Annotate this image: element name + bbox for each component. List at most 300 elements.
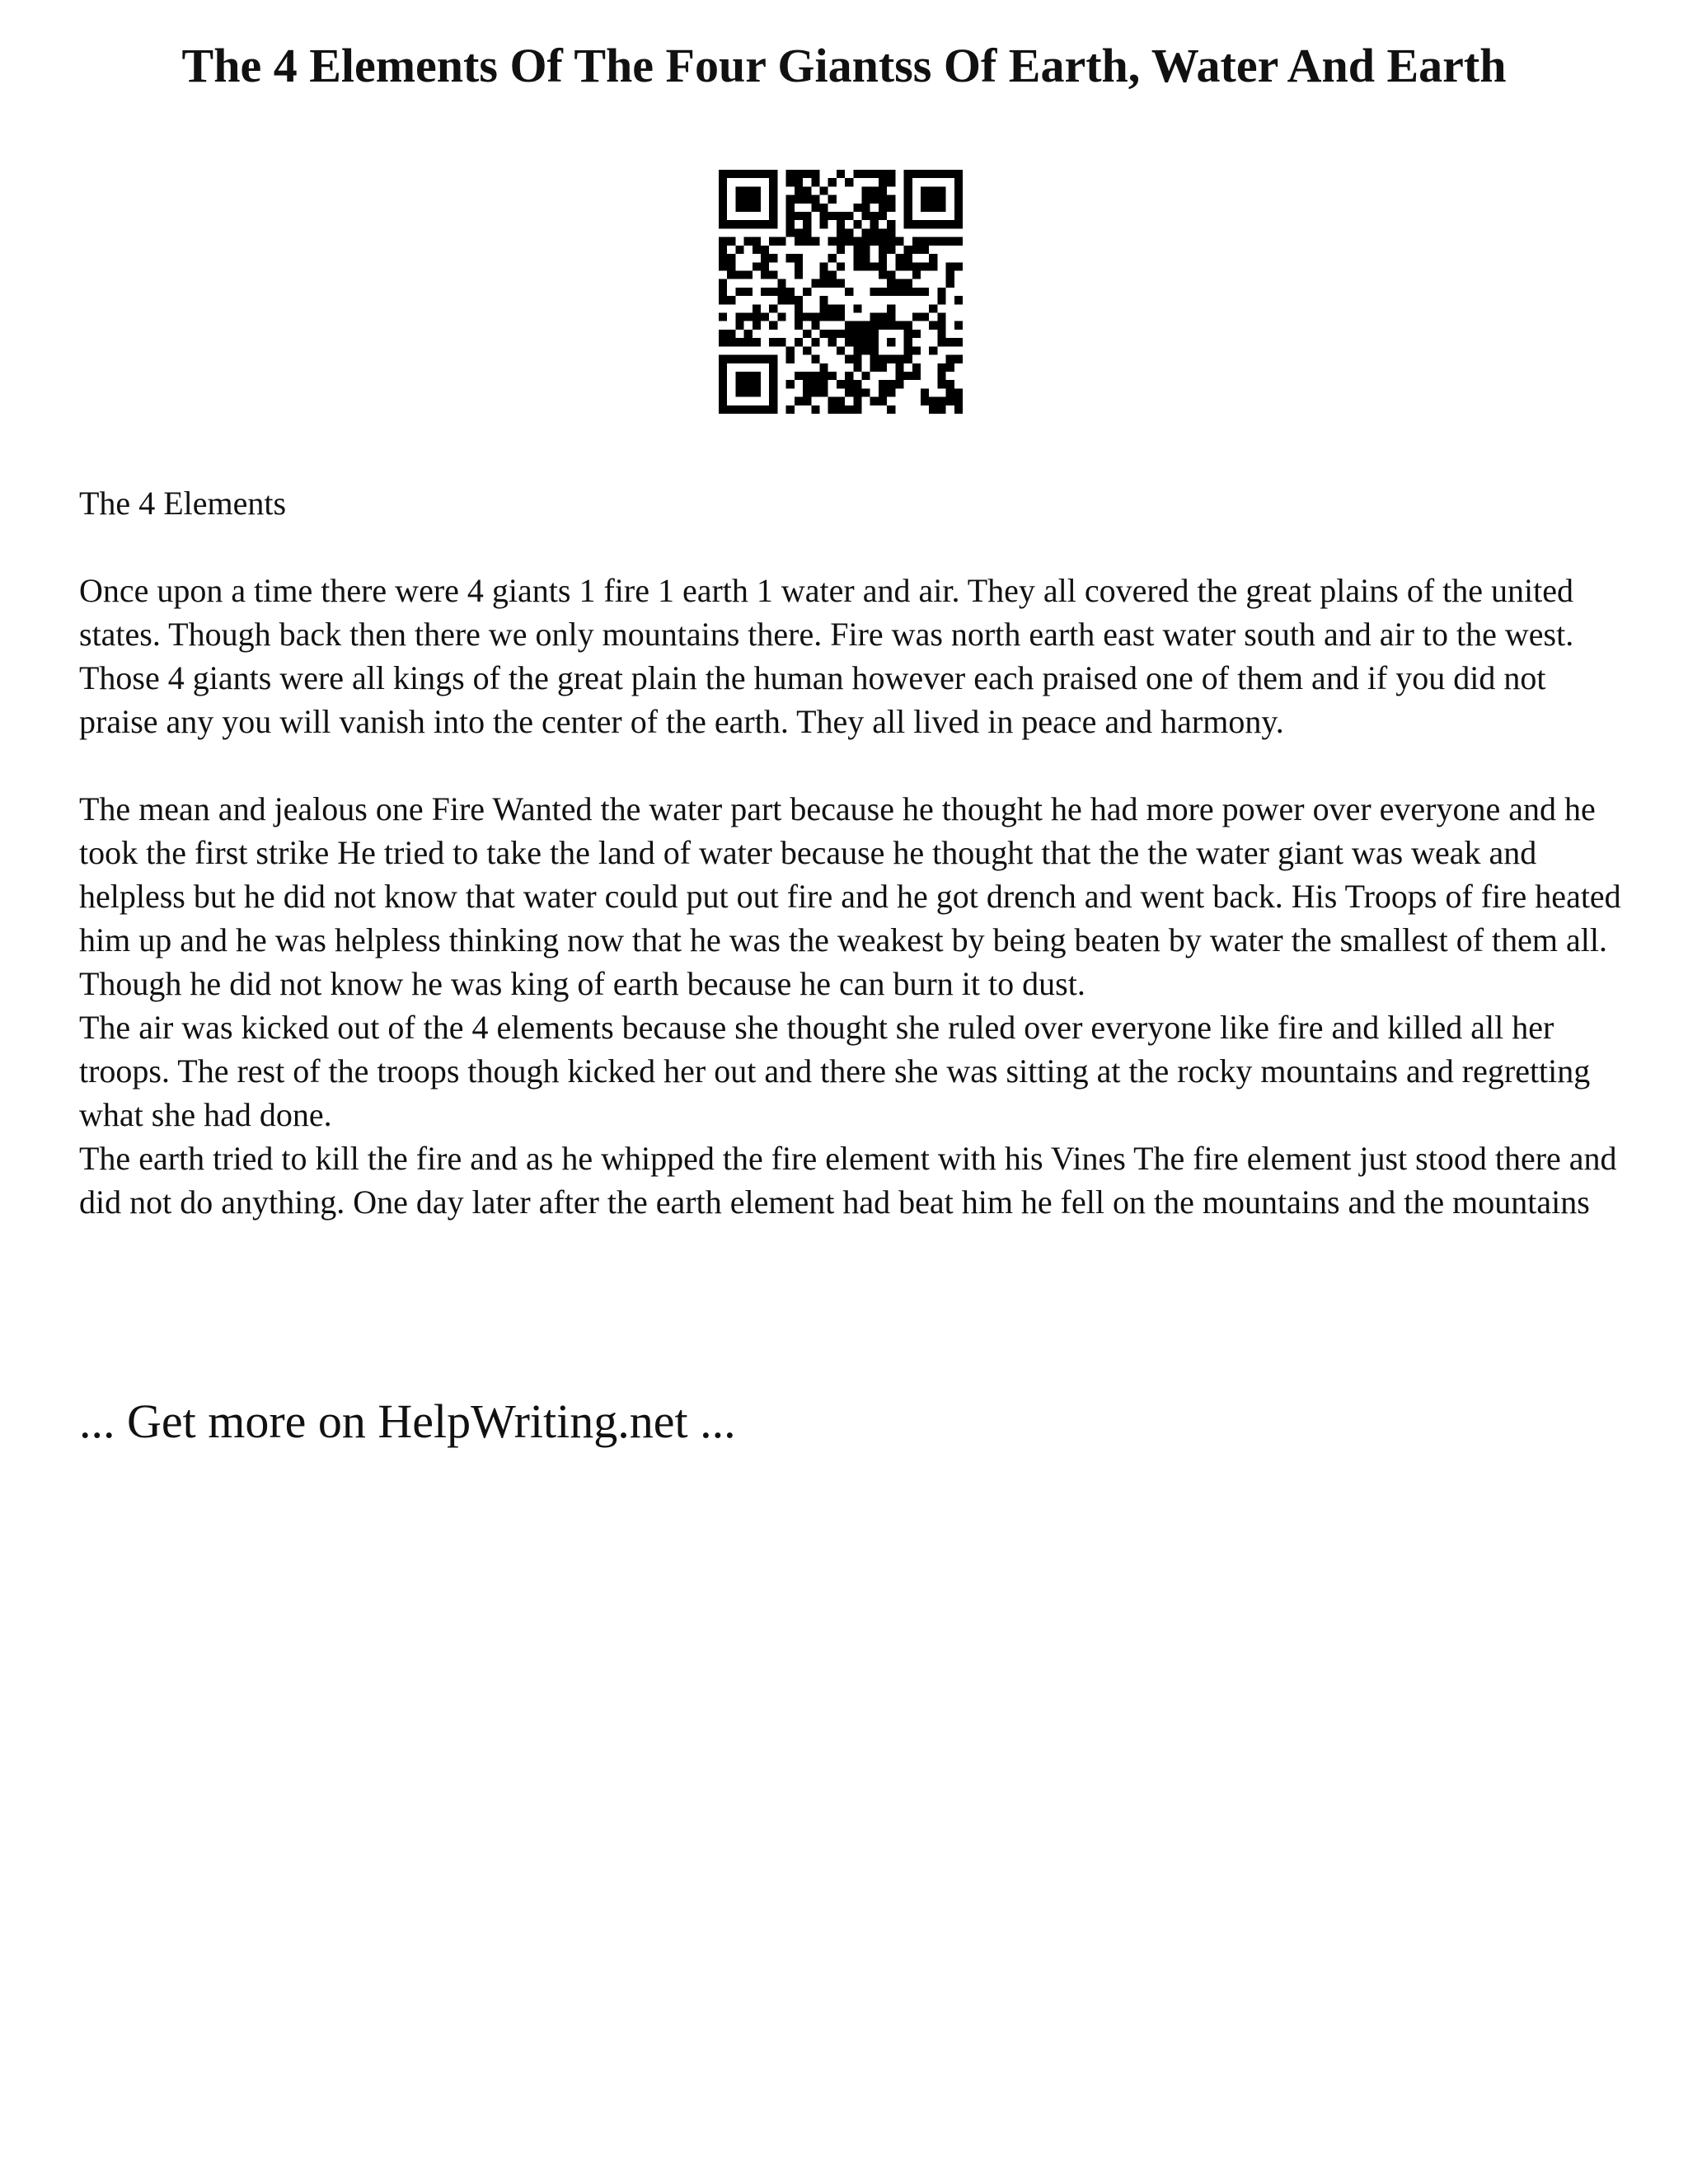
qr-module (735, 388, 743, 396)
qr-module (904, 220, 912, 228)
qr-module (837, 380, 845, 388)
qr-module (744, 330, 753, 338)
qr-module (769, 195, 777, 204)
qr-module (719, 355, 727, 363)
qr-module (879, 270, 887, 279)
qr-module (719, 212, 727, 220)
qr-module (904, 355, 912, 363)
qr-module (719, 195, 727, 204)
story-paragraph-1: Once upon a time there were 4 giants 1 fire 1 earth 1 water and air. They all covered the great plains of the united states. Though back then there we only mountains there. Fire was north earth east water south and air to the west. Those 4 giants were all kings of the great plain the human however each praised one of them and if you did not praise any you will vanish into the center of the earth. They all lived in peace and harmony. (79, 572, 1574, 740)
qr-module (954, 186, 963, 194)
qr-module (845, 288, 853, 296)
qr-module (921, 388, 929, 396)
qr-module (895, 262, 903, 270)
qr-module (862, 372, 870, 380)
qr-module (921, 220, 929, 228)
qr-module (946, 270, 954, 279)
qr-module (862, 195, 870, 204)
qr-module (912, 246, 921, 254)
qr-module (862, 204, 870, 212)
qr-module (795, 254, 803, 262)
qr-module (937, 288, 945, 296)
qr-module (719, 313, 727, 321)
qr-module (769, 304, 777, 312)
qr-module (937, 313, 945, 321)
qr-module (904, 246, 912, 254)
qr-module (904, 279, 912, 288)
qr-module (735, 195, 743, 204)
qr-module (819, 279, 828, 288)
qr-module (735, 186, 743, 194)
qr-module (862, 330, 870, 338)
qr-module (853, 363, 861, 372)
qr-module (929, 405, 937, 414)
qr-module (795, 228, 803, 237)
qr-module (895, 355, 903, 363)
qr-module (904, 330, 912, 338)
qr-module (744, 204, 753, 212)
qr-module (719, 338, 727, 346)
qr-module (786, 288, 795, 296)
qr-module (777, 288, 785, 296)
qr-module (803, 220, 811, 228)
qr-module (929, 204, 937, 212)
qr-module (937, 220, 945, 228)
qr-module (828, 338, 837, 346)
qr-module (828, 313, 837, 321)
qr-module (929, 254, 937, 262)
qr-module (719, 220, 727, 228)
qr-module (895, 288, 903, 296)
qr-module (929, 321, 937, 330)
qr-module (879, 186, 887, 194)
qr-module (795, 372, 803, 380)
qr-module (811, 321, 819, 330)
qr-module (769, 380, 777, 388)
qr-module (862, 170, 870, 178)
document-body (79, 481, 1629, 1224)
qr-module (912, 372, 921, 380)
qr-module (753, 304, 761, 312)
qr-module (828, 304, 837, 312)
qr-module (753, 338, 761, 346)
qr-module (879, 321, 887, 330)
qr-module (719, 204, 727, 212)
qr-module (803, 288, 811, 296)
qr-module (904, 288, 912, 296)
qr-module (803, 237, 811, 246)
qr-module (753, 380, 761, 388)
qr-module (904, 346, 912, 354)
qr-module (803, 397, 811, 405)
qr-module (887, 380, 895, 388)
qr-module (912, 220, 921, 228)
qr-module (904, 338, 912, 346)
qr-module (727, 170, 735, 178)
qr-module (719, 186, 727, 194)
qr-module (819, 388, 828, 396)
qr-module (744, 372, 753, 380)
qr-module (912, 313, 921, 321)
qr-module (735, 321, 743, 330)
qr-module (929, 220, 937, 228)
qr-module (803, 186, 811, 194)
qr-module (870, 228, 879, 237)
qr-module (929, 346, 937, 354)
qr-module (870, 170, 879, 178)
qr-module (837, 330, 845, 338)
qr-module (786, 346, 795, 354)
qr-module (719, 288, 727, 296)
qr-module (954, 296, 963, 304)
qr-module (879, 170, 887, 178)
qr-module (870, 338, 879, 346)
qr-module (862, 262, 870, 270)
qr-module (795, 212, 803, 220)
qr-module (853, 220, 861, 228)
qr-module (719, 246, 727, 254)
qr-module (879, 195, 887, 204)
qr-module (744, 237, 753, 246)
qr-module (937, 186, 945, 194)
qr-module (845, 380, 853, 388)
qr-module (735, 170, 743, 178)
qr-module (828, 237, 837, 246)
qr-module (803, 195, 811, 204)
qr-module (870, 363, 879, 372)
qr-module (870, 212, 879, 220)
qr-module (904, 204, 912, 212)
qr-module (895, 321, 903, 330)
qr-module (769, 288, 777, 296)
qr-module (912, 262, 921, 270)
qr-module (870, 321, 879, 330)
qr-module (912, 170, 921, 178)
qr-module (735, 246, 743, 254)
qr-module (795, 296, 803, 304)
qr-module (837, 279, 845, 288)
qr-module (828, 212, 837, 220)
qr-module (954, 170, 963, 178)
qr-module (769, 186, 777, 194)
qr-module (753, 321, 761, 330)
qr-module (921, 246, 929, 254)
qr-module (786, 195, 795, 204)
qr-module (954, 212, 963, 220)
qr-module (862, 212, 870, 220)
qr-module (811, 372, 819, 380)
qr-module (735, 355, 743, 363)
qr-module (921, 204, 929, 212)
qr-module (946, 262, 954, 270)
qr-module (769, 363, 777, 372)
qr-module (870, 355, 879, 363)
document-title: The 4 Elements Of The Four Giantss Of Earth, Water And Earth (181, 39, 1507, 92)
qr-module (769, 254, 777, 262)
qr-module (735, 338, 743, 346)
qr-module (828, 397, 837, 405)
qr-module (744, 355, 753, 363)
qr-module (761, 270, 769, 279)
qr-module (769, 355, 777, 363)
qr-module (853, 237, 861, 246)
qr-module (795, 304, 803, 312)
qr-module (837, 405, 845, 414)
qr-module (862, 246, 870, 254)
qr-module (769, 388, 777, 396)
qr-module (853, 246, 861, 254)
qr-module (769, 178, 777, 186)
qr-module (803, 380, 811, 388)
qr-module (862, 338, 870, 346)
story-paragraph-4: The earth tried to kill the fire and as he whipped the fire element with his Vines The fire element just stood there and did not do anything. One day later after the earth element had beat him he fell on the mountains and the mountains (79, 1140, 1617, 1221)
qr-module (719, 237, 727, 246)
qr-module (929, 170, 937, 178)
qr-module (845, 178, 853, 186)
qr-module (954, 321, 963, 330)
qr-module (921, 262, 929, 270)
qr-module (954, 338, 963, 346)
promo-link[interactable]: ... Get more on HelpWriting.net ... (79, 1394, 736, 1448)
qr-module (719, 170, 727, 178)
qr-module (954, 355, 963, 363)
qr-module (811, 313, 819, 321)
qr-module (921, 313, 929, 321)
qr-module (887, 246, 895, 254)
qr-module (819, 313, 828, 321)
qr-module (954, 204, 963, 212)
qr-module (879, 355, 887, 363)
qr-module (769, 397, 777, 405)
qr-module (954, 397, 963, 405)
qr-module (845, 321, 853, 330)
qr-module (887, 170, 895, 178)
qr-module (795, 338, 803, 346)
qr-module (954, 388, 963, 396)
qr-module (744, 186, 753, 194)
qr-module (795, 321, 803, 330)
qr-module (753, 262, 761, 270)
qr-module (904, 195, 912, 204)
qr-module (819, 304, 828, 312)
qr-module (828, 254, 837, 262)
qr-module (786, 212, 795, 220)
qr-module (727, 355, 735, 363)
qr-module (735, 372, 743, 380)
qr-module (744, 288, 753, 296)
qr-module (744, 170, 753, 178)
qr-module (837, 237, 845, 246)
qr-module (719, 388, 727, 396)
qr-module (719, 296, 727, 304)
qr-module (870, 220, 879, 228)
qr-module (862, 186, 870, 194)
qr-module (946, 363, 954, 372)
qr-module (845, 372, 853, 380)
qr-module (912, 270, 921, 279)
qr-module (887, 195, 895, 204)
qr-module (954, 237, 963, 246)
story-paragraph-3: The air was kicked out of the 4 elements because she thought she ruled over everyone like fire and killed all her troops. The rest of the troops though kicked her out and there she was sitting at the rocky mountains and regretting what she had done. (79, 1009, 1591, 1133)
qr-module (761, 254, 769, 262)
qr-module (946, 397, 954, 405)
qr-module (786, 170, 795, 178)
qr-module (870, 313, 879, 321)
qr-module (887, 178, 895, 186)
qr-module (921, 186, 929, 194)
qr-module (795, 397, 803, 405)
qr-module (879, 288, 887, 296)
qr-module (811, 237, 819, 246)
story-paragraph-2: The mean and jealous one Fire Wanted the water part because he thought he had more power over everyone and he took the first strike He tried to take the land of water because he thought that the the water giant was weak and helpless but he did not know that water could put out fire and he got drench and went back. His Troops of fire heated him up and he was helpless thinking now that he was the weakest by being beaten by water the smallest of them all. Though he did not know he was king of earth because he can burn it to dust. (79, 790, 1621, 1002)
qr-module (744, 270, 753, 279)
qr-module (837, 346, 845, 354)
qr-module (744, 388, 753, 396)
qr-module (719, 254, 727, 262)
qr-module (853, 170, 861, 178)
qr-module (853, 405, 861, 414)
qr-module (744, 380, 753, 388)
qr-module (719, 397, 727, 405)
qr-module (837, 170, 845, 178)
qr-module (862, 346, 870, 354)
qr-module (929, 237, 937, 246)
qr-module (954, 405, 963, 414)
qr-module (735, 270, 743, 279)
qr-module (853, 321, 861, 330)
qr-module (753, 388, 761, 396)
section-heading: The 4 Elements (79, 485, 287, 522)
qr-module (879, 397, 887, 405)
qr-module (777, 338, 785, 346)
qr-module (786, 178, 795, 186)
qr-module (870, 330, 879, 338)
qr-module (761, 170, 769, 178)
qr-module (929, 262, 937, 270)
qr-module (811, 405, 819, 414)
qr-module (912, 363, 921, 372)
qr-module (912, 237, 921, 246)
qr-module (837, 397, 845, 405)
qr-module (727, 330, 735, 338)
qr-module (727, 338, 735, 346)
qr-module (879, 246, 887, 254)
qr-module (795, 195, 803, 204)
qr-module (937, 380, 945, 388)
qr-module (946, 170, 954, 178)
qr-module (811, 279, 819, 288)
qr-module (819, 270, 828, 279)
qr-module (795, 262, 803, 270)
qr-module (946, 380, 954, 388)
qr-module (895, 237, 903, 246)
qr-module (954, 195, 963, 204)
qr-module (761, 220, 769, 228)
qr-module (719, 178, 727, 186)
qr-module (904, 262, 912, 270)
qr-module (870, 346, 879, 354)
qr-module (727, 237, 735, 246)
qr-module (753, 313, 761, 321)
qr-module (887, 220, 895, 228)
qr-module (828, 279, 837, 288)
qr-module (769, 405, 777, 414)
qr-code-icon[interactable] (719, 170, 963, 414)
qr-module (870, 262, 879, 270)
qr-module (853, 355, 861, 363)
qr-module (853, 254, 861, 262)
qr-module (769, 237, 777, 246)
qr-module (954, 220, 963, 228)
qr-module (887, 288, 895, 296)
qr-module (895, 380, 903, 388)
qr-module (795, 313, 803, 321)
qr-module (879, 228, 887, 237)
qr-module (895, 279, 903, 288)
qr-module (946, 279, 954, 288)
qr-module (862, 321, 870, 330)
qr-module (937, 405, 945, 414)
qr-module (735, 405, 743, 414)
qr-module (786, 380, 795, 388)
qr-module (803, 313, 811, 321)
qr-module (937, 195, 945, 204)
qr-module (904, 178, 912, 186)
qr-module (795, 237, 803, 246)
qr-module (811, 355, 819, 363)
qr-module (862, 228, 870, 237)
qr-module (837, 220, 845, 228)
qr-module (828, 372, 837, 380)
qr-module (912, 288, 921, 296)
qr-module (887, 405, 895, 414)
qr-module (937, 338, 945, 346)
qr-module (937, 296, 945, 304)
qr-module (819, 204, 828, 212)
qr-module (753, 220, 761, 228)
qr-module (887, 355, 895, 363)
qr-module (719, 363, 727, 372)
qr-module (845, 405, 853, 414)
qr-module (819, 372, 828, 380)
qr-module (811, 178, 819, 186)
qr-module (719, 405, 727, 414)
qr-module (904, 254, 912, 262)
qr-module (719, 279, 727, 288)
qr-module (761, 246, 769, 254)
qr-module (921, 170, 929, 178)
qr-module (727, 220, 735, 228)
qr-module (735, 288, 743, 296)
qr-module (777, 279, 785, 288)
qr-module (777, 296, 785, 304)
qr-module (735, 380, 743, 388)
qr-module (828, 405, 837, 414)
qr-module (819, 296, 828, 304)
qr-module (845, 330, 853, 338)
qr-module (803, 346, 811, 354)
qr-module (887, 204, 895, 212)
qr-module (761, 313, 769, 321)
qr-module (853, 397, 861, 405)
qr-module (929, 304, 937, 312)
qr-module (929, 397, 937, 405)
qr-module (744, 313, 753, 321)
qr-module (769, 270, 777, 279)
qr-module (803, 212, 811, 220)
qr-module (887, 304, 895, 312)
qr-module (937, 363, 945, 372)
